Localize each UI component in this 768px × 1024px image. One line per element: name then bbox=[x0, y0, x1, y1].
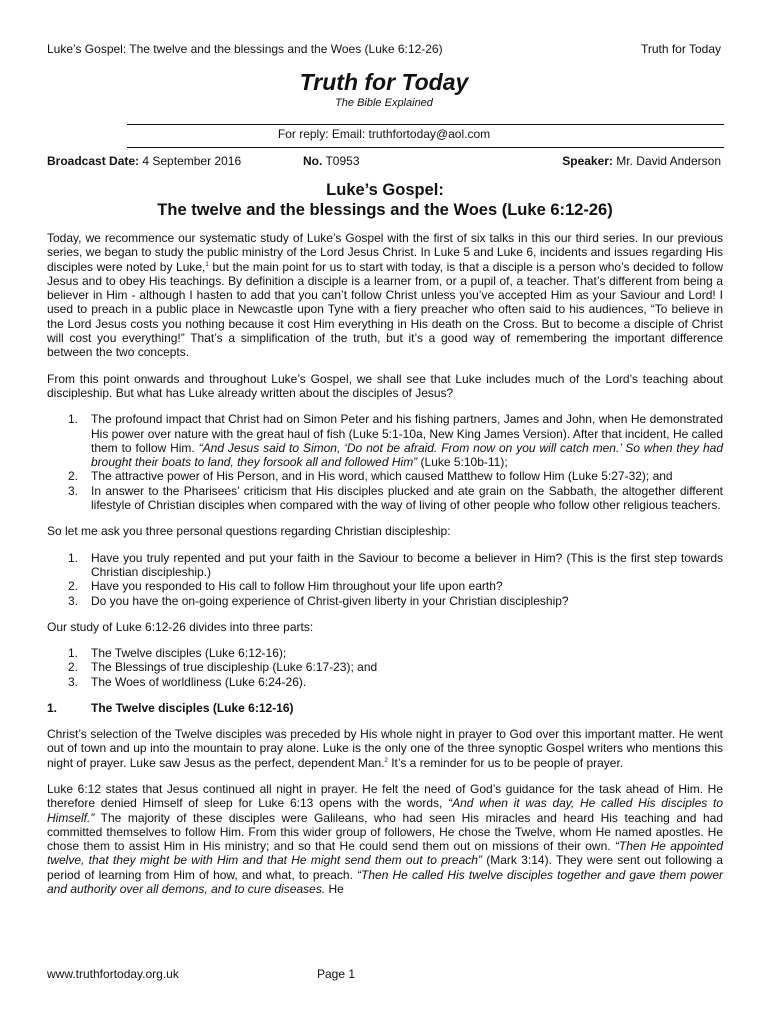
masthead-title: Truth for Today bbox=[299, 69, 469, 95]
paragraph-text: It’s a reminder for us to be people of prayer. bbox=[387, 755, 624, 770]
section-heading bbox=[47, 701, 723, 715]
list-number: 3. bbox=[68, 593, 79, 608]
disciples-list bbox=[47, 412, 723, 512]
main-content bbox=[47, 180, 723, 908]
list-number: 3. bbox=[68, 483, 79, 498]
list-item-text: The attractive power of His Person, and in His word, which caused Matthew to follow Him (Luke 5:27-32); and bbox=[91, 469, 673, 484]
paragraph-prayer bbox=[47, 782, 723, 896]
list-number: 3. bbox=[68, 674, 79, 689]
paragraph-selection bbox=[47, 727, 723, 770]
paragraph-text: Luke 6:12 states that Jesus continued all night in prayer. He felt the need of God’s guidance for the task ahead of Him. He therefore denied Himself of sleep for Luke 6:13 opens with the words, bbox=[47, 781, 723, 811]
list-item-text: Have you truly repented and put your faith in the Saviour to become a believer in Him? (This is the first step towards Christian discipleship.) bbox=[91, 550, 723, 579]
running-header-title: Luke’s Gospel: The twelve and the blessings and the Woes (Luke 6:12-26) bbox=[47, 42, 443, 56]
list-item bbox=[47, 594, 723, 608]
paragraph-parts: Our study of Luke 6:12-26 divides into three parts: bbox=[47, 619, 314, 634]
paragraph-discipleship: From this point onwards and throughout Luke’s Gospel, we shall see that Luke includes much of the Lord’s teaching about discipleship. But what has Luke already written about the disciples of Jesus? bbox=[47, 371, 723, 400]
scripture-quote: “Then He appointed twelve, that they might be with Him and that He might send them out to preach” bbox=[47, 839, 723, 868]
page-footer bbox=[47, 967, 723, 981]
list-item-text: The Woes of worldliness (Luke 6:24-26). bbox=[91, 674, 307, 689]
list-item bbox=[47, 551, 723, 580]
paragraph-text: (Mark 3:14). They were sent out following a period of learning from Him of how, and what, to preach. bbox=[47, 853, 723, 882]
broadcast-date-value: 4 September 2016 bbox=[142, 154, 242, 168]
broadcast-meta bbox=[47, 154, 721, 168]
list-item bbox=[47, 469, 723, 483]
list-number: 2. bbox=[68, 579, 79, 594]
reply-email: For reply: Email: truthfortoday@aol.com bbox=[277, 127, 491, 141]
divider-top bbox=[127, 124, 724, 125]
paragraph-text: Christ’s selection of the Twelve disciples was preceded by His whole night in prayer to God over this important matter. He went out of town and up into the mountain to pray alone. Luke is the only one of the three synoptic Gospel writers who mentions this night of prayer. Luke saw Jesus as the perfect, dependent Man. bbox=[47, 727, 723, 770]
list-number: 1. bbox=[68, 550, 79, 565]
list-number: 1. bbox=[68, 646, 79, 661]
list-item bbox=[47, 579, 723, 593]
footnote-ref-1[interactable]: 1 bbox=[205, 261, 209, 268]
footnote-ref-2[interactable]: 2 bbox=[384, 757, 388, 764]
list-item-ref: (Luke 5:10b-11); bbox=[417, 455, 508, 470]
section-title: The Twelve disciples (Luke 6:12-16) bbox=[91, 701, 294, 716]
intro-text-2: but the main point for us to start with today, is that a disciple is a person who’s decided to follow Jesus and to obey His teachings. By definition a disciple is a learner from, or a pupil of, a teacher. That’s different from being a believer in Him - although I hasten to add that you can’t follow Christ unless you’ve accepted Him as your Saviour and Lord! I used to preach in a public place in Newcastle upon Tyne with a fiery preacher who often said to his audiences, “To believe in the Lord Jesus costs you nothing because it cost Him everything in His death on the Cross. But to become a disciple of Christ will cost you everything!” That’s a simplification of the truth, but it’s a good way of remembering the important difference between the two concepts. bbox=[47, 259, 723, 360]
section-number: 1. bbox=[47, 701, 58, 716]
broadcast-number-label: No. bbox=[303, 154, 323, 168]
broadcast-date bbox=[47, 154, 241, 168]
page-number: Page 1 bbox=[317, 967, 356, 981]
footer-website-link[interactable]: www.truthfortoday.org.uk bbox=[47, 967, 179, 981]
speaker bbox=[562, 154, 721, 168]
document-title bbox=[47, 180, 723, 220]
parts-list bbox=[47, 646, 723, 689]
intro-paragraph bbox=[47, 231, 723, 360]
scripture-quote: “And when it was day, He called His disciples to Himself.” bbox=[47, 796, 723, 825]
questions-list bbox=[47, 551, 723, 608]
masthead-subtitle: The Bible Explained bbox=[335, 97, 433, 109]
intro-text-1: Today, we recommence our systematic study of Luke’s Gospel with the first of six talks in this our third series. In our previous series, we began to study the public ministry of the Lord Jesus Christ. In Luke 5 and Luke 6, incidents and issues regarding His disciples were noted by Luke, bbox=[47, 231, 723, 274]
list-item bbox=[47, 646, 723, 660]
speaker-label: Speaker: bbox=[562, 154, 613, 168]
list-item-text: The profound impact that Christ had on Simon Peter and his fishing partners, James and John, when He demonstrated His power over nature with the great haul of fish (Luke 5:1-10a, New King James Version). After that incident, He called them to follow Him. bbox=[91, 412, 723, 455]
list-item bbox=[47, 484, 723, 513]
divider-bottom bbox=[127, 147, 724, 148]
list-item bbox=[47, 660, 723, 674]
running-header-brand: Truth for Today bbox=[640, 42, 721, 56]
list-number: 1. bbox=[68, 412, 79, 427]
list-item-text: Do you have the on-going experience of Christ-given liberty in your Christian discipleship? bbox=[91, 593, 569, 608]
scripture-quote: “And Jesus said to Simon, ‘Do not be afraid. From now on you will catch men.’ So when they had brought their boats to land, they forsook all and followed Him” bbox=[91, 440, 723, 470]
paragraph-text: He bbox=[325, 881, 344, 896]
speaker-value: Mr. David Anderson bbox=[616, 154, 721, 168]
masthead bbox=[0, 68, 768, 110]
paragraph-questions: So let me ask you three personal questions regarding Christian discipleship: bbox=[47, 524, 451, 539]
running-header bbox=[47, 42, 721, 56]
list-item-text: The Twelve disciples (Luke 6:12-16); bbox=[91, 646, 287, 661]
list-item-text: In answer to the Pharisees’ criticism that His disciples plucked and ate grain on the Sabbath, the altogether different lifestyle of Christian disciples when compared with the way of living of other people who follow other religious teachers. bbox=[91, 483, 723, 513]
broadcast-number bbox=[303, 154, 360, 168]
document-title-line1: Luke’s Gospel: bbox=[326, 181, 444, 199]
list-number: 2. bbox=[68, 469, 79, 484]
list-item bbox=[47, 675, 723, 689]
document-title-line2: The twelve and the blessings and the Woes (Luke 6:12-26) bbox=[157, 201, 613, 219]
list-number: 2. bbox=[68, 660, 79, 675]
list-item-text: Have you responded to His call to follow Him throughout your life upon earth? bbox=[91, 579, 503, 594]
scripture-quote: “Then He called His twelve disciples together and gave them power and authority over all demons, and to cure diseases. bbox=[47, 867, 723, 896]
list-item-text: The Blessings of true discipleship (Luke 6:17-23); and bbox=[91, 660, 378, 675]
broadcast-number-value: T0953 bbox=[325, 154, 360, 168]
list-item bbox=[47, 412, 723, 469]
paragraph-text: The majority of these disciples were Galileans, who had seen His miracles and heard His teaching and had committed themselves to follow Him. From this wider group of followers, He chose the Twelve, whom He named apostles. He chose them to assist Him in His ministry; and so that He could send them out on missions of their own. bbox=[47, 810, 723, 854]
broadcast-date-label: Broadcast Date: bbox=[47, 154, 140, 168]
